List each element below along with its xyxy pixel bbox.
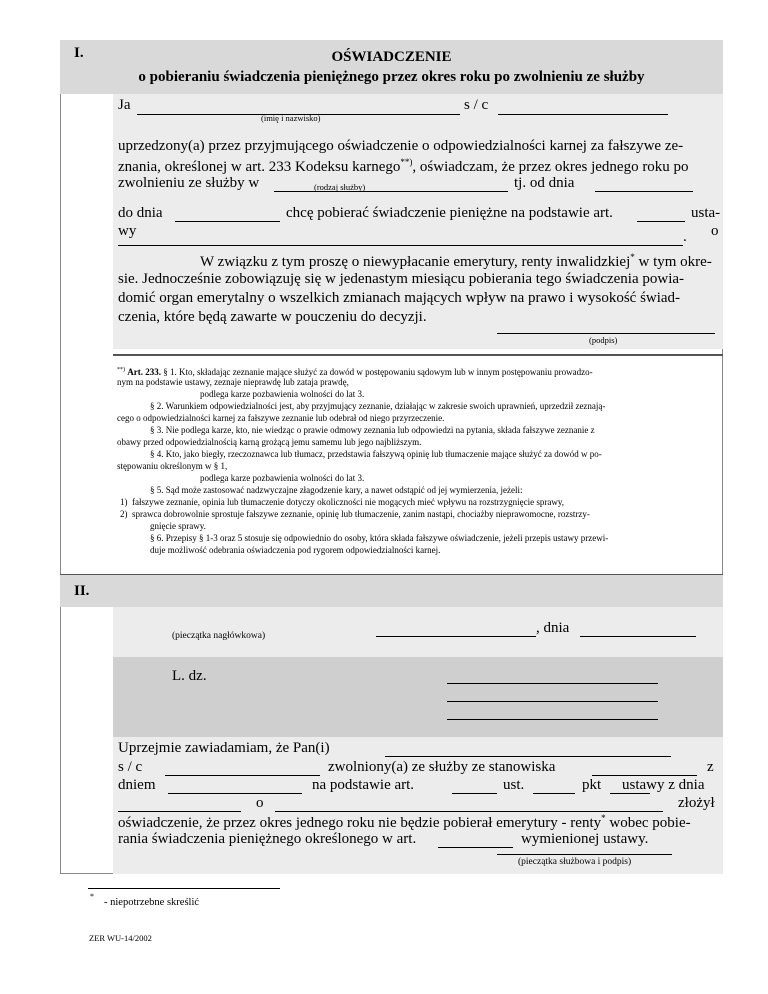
form-title: OŚWIADCZENIE <box>331 49 452 65</box>
s2-r3c: ust. <box>503 777 525 793</box>
fn-l1: nym na podstawie ustawy, zeznaje nieprawdę lub zataja prawdę, <box>117 377 349 387</box>
bottom-note: - niepotrzebne skreślić <box>104 897 200 908</box>
section2-header <box>60 575 723 607</box>
s2-art2-field[interactable] <box>438 847 513 848</box>
s2-r3e: ustawy z dnia <box>622 777 705 793</box>
ldz-label: L. dz. <box>172 668 207 684</box>
star-ref: * <box>630 252 635 262</box>
signature-field[interactable] <box>497 333 715 334</box>
s2-r3b: na podstawie art. <box>312 777 415 793</box>
ja-label: Ja <box>118 97 131 113</box>
para3-line3: domić organ emerytalny o wszelkich zmianach mających wpływ na prawo i wysokość świad- <box>118 290 681 306</box>
s2-r1a: Uprzejmie zawiadamiam, że Pan(i) <box>118 740 330 756</box>
sc-label: s / c <box>464 97 489 113</box>
address-line-2[interactable] <box>447 701 658 702</box>
para2-wy: wy <box>118 223 137 239</box>
fn-l13: gnięcie sprawy. <box>150 521 206 531</box>
s2-r5a: oświadczenie, że przez okres jednego roku nie będzie pobierał emerytury - renty <box>118 815 602 831</box>
para2-o: o <box>711 223 719 239</box>
s2-r6: rania świadczenia pieniężnego określonego w art. <box>118 831 417 847</box>
dnia-label: , dnia <box>536 620 570 636</box>
s2-r2a: s / c <box>118 759 143 775</box>
fn-l10: § 5. Sąd może zastosować nadzwyczajne złagodzenie kary, a nawet odstąpić od jej wymierzenia, jeżeli: <box>150 485 523 495</box>
para2-ustawy: usta- <box>691 205 721 221</box>
form-code: ZER WU-14/2002 <box>89 933 152 943</box>
signature-hint: (podpis) <box>589 335 618 345</box>
s2-r2b: zwolniony(a) ze służby ze stanowiska <box>328 759 556 775</box>
para1-line2 <box>118 157 689 176</box>
s2-r5b: wobec pobie- <box>605 815 691 831</box>
para1-line2b: , oświadczam, że przez okres jednego roku po <box>412 159 689 175</box>
ust-field[interactable] <box>533 793 575 794</box>
s2-art-field[interactable] <box>452 793 497 794</box>
position-field[interactable] <box>592 775 697 776</box>
place-field[interactable] <box>376 636 536 637</box>
fn-l0: § 1. Kto, składając zeznanie mające służyć za dowód w postępowaniu sądowym lub w innym postępowaniu prowadzo- <box>163 367 593 377</box>
para1-line3b: tj. od dnia <box>514 175 575 191</box>
para3-line1 <box>200 252 712 271</box>
para1-line1: uprzedzony(a) przez przyjmującego oświadczenie o odpowiedzialności karnej za fałszywe ze- <box>118 138 684 154</box>
s2-sc-field[interactable] <box>165 775 320 776</box>
fn-art: Art. 233. <box>127 367 161 377</box>
para3-line4: czenia, które będą zawarte w pouczeniu do decyzji. <box>118 309 427 325</box>
para1-line2a: znania, określonej w art. 233 Kodeksu karnego <box>118 159 401 175</box>
s2-r3d: pkt <box>582 777 602 793</box>
official-sign-field[interactable] <box>497 854 672 855</box>
fn-l7: § 4. Kto, jako biegły, rzeczoznawca lub tłumacz, przedstawia fałszywą opinię lub tłumaczenie mające służyć za dowód w po- <box>150 449 602 459</box>
name-hint: (imię i nazwisko) <box>261 113 321 123</box>
fn-l3: § 2. Warunkiem odpowiedzialności jest, aby przyjmujący zeznanie, działając w zakresie swoich uprawnień, uprzedził zeznają- <box>150 401 606 411</box>
s2-r6b: wymienionej ustawy. <box>521 831 649 847</box>
fn-l15: duje możliwość odebrania oświadczenia pod rygorem odpowiedzialności karnej. <box>150 545 441 555</box>
section2-divider <box>60 574 723 575</box>
address-line-1[interactable] <box>447 683 658 684</box>
dot: . <box>683 229 687 245</box>
date-field[interactable] <box>580 636 696 637</box>
para2-until: do dnia <box>118 205 163 221</box>
sc-field[interactable] <box>498 114 668 115</box>
para3-line1b: w tym okre- <box>634 254 712 270</box>
service-hint: (rodzaj służby) <box>314 182 366 192</box>
art-field[interactable] <box>637 221 685 222</box>
act-date-field[interactable] <box>118 811 241 812</box>
discharge-date-field[interactable] <box>168 793 302 794</box>
official-stamp-hint: (pieczątka służbowa i podpis) <box>518 857 632 867</box>
para2-text: chcę pobierać świadczenie pieniężne na podstawie art. <box>286 205 613 221</box>
from-date-field[interactable] <box>595 191 693 192</box>
s2-star-ref: * <box>601 813 606 823</box>
service-field[interactable] <box>274 191 508 192</box>
s2-r5 <box>118 813 691 832</box>
fn-l11: 1) fałszywe zeznanie, opinia lub tłumaczenie dotyczy okoliczności nie mogących mieć wpływu na rozstrzygnięcie sprawy, <box>120 497 564 507</box>
section2-number: II. <box>74 583 90 599</box>
act-title-field[interactable] <box>118 245 683 246</box>
bottom-rule <box>88 888 280 889</box>
stamp-hint: (pieczątka nagłówkowa) <box>172 631 266 641</box>
fn-marker: **) <box>117 367 125 373</box>
para1-line3a: zwolnieniu ze służby w <box>118 175 260 191</box>
fn-l8: stępowaniu określonym w § 1, <box>117 461 228 471</box>
para3-line1a: W związku z tym proszę o niewypłacanie emerytury, renty inwalidzkiej <box>200 254 631 270</box>
address-line-3[interactable] <box>447 719 658 720</box>
s2-r4a: o <box>256 795 264 811</box>
s2-r3a: dniem <box>118 777 156 793</box>
fn-l14: § 6. Przepisy § 1-3 oraz 5 stosuje się odpowiednio do osoby, która składa fałszywe oświadczenie, jeżeli przepis ustawy przewi- <box>150 533 609 543</box>
section1-number: I. <box>74 45 84 61</box>
bottom-star: * <box>90 892 94 901</box>
fn-l4: cego o odpowiedzialności karnej za fałszywe zeznanie lub odebrał od niego przyrzeczenie. <box>117 413 445 423</box>
form-subtitle: o pobieraniu świadczenia pieniężnego przez okres roku po zwolnieniu ze służby <box>138 69 645 85</box>
fn-l6: obawy przed odpowiedzialnością karną grożącą jemu samemu lub jego najbliższym. <box>117 437 422 447</box>
s2-r2c: z <box>707 759 714 775</box>
person-field[interactable] <box>385 756 671 757</box>
s2-r4b: złożył <box>678 795 715 811</box>
para3-line2: sie. Jednocześnie zobowiązuję się w jedenastym miesiącu pobierania tego świadczenia powia- <box>118 271 685 287</box>
footnote-separator <box>113 354 723 356</box>
footnote-ref: **) <box>400 157 413 167</box>
fn-l5: § 3. Nie podlega karze, kto, nie wiedząc o prawie odmowy zeznania lub odpowiedzi na pytania, składa fałszywe zeznanie z <box>150 425 595 435</box>
until-date-field[interactable] <box>175 221 280 222</box>
fn-l9: podlega karze pozbawienia wolności do lat 3. <box>200 473 365 483</box>
s2-act-title-field[interactable] <box>275 811 663 812</box>
fn-l2: podlega karze pozbawienia wolności do lat 3. <box>200 389 365 399</box>
fn-l12: 2) sprawca dobrowolnie sprostuje fałszywe zeznanie, opinię lub tłumaczenie, zanim nastąpi, chociażby nieprawomocne, rozstrzy- <box>120 509 590 519</box>
